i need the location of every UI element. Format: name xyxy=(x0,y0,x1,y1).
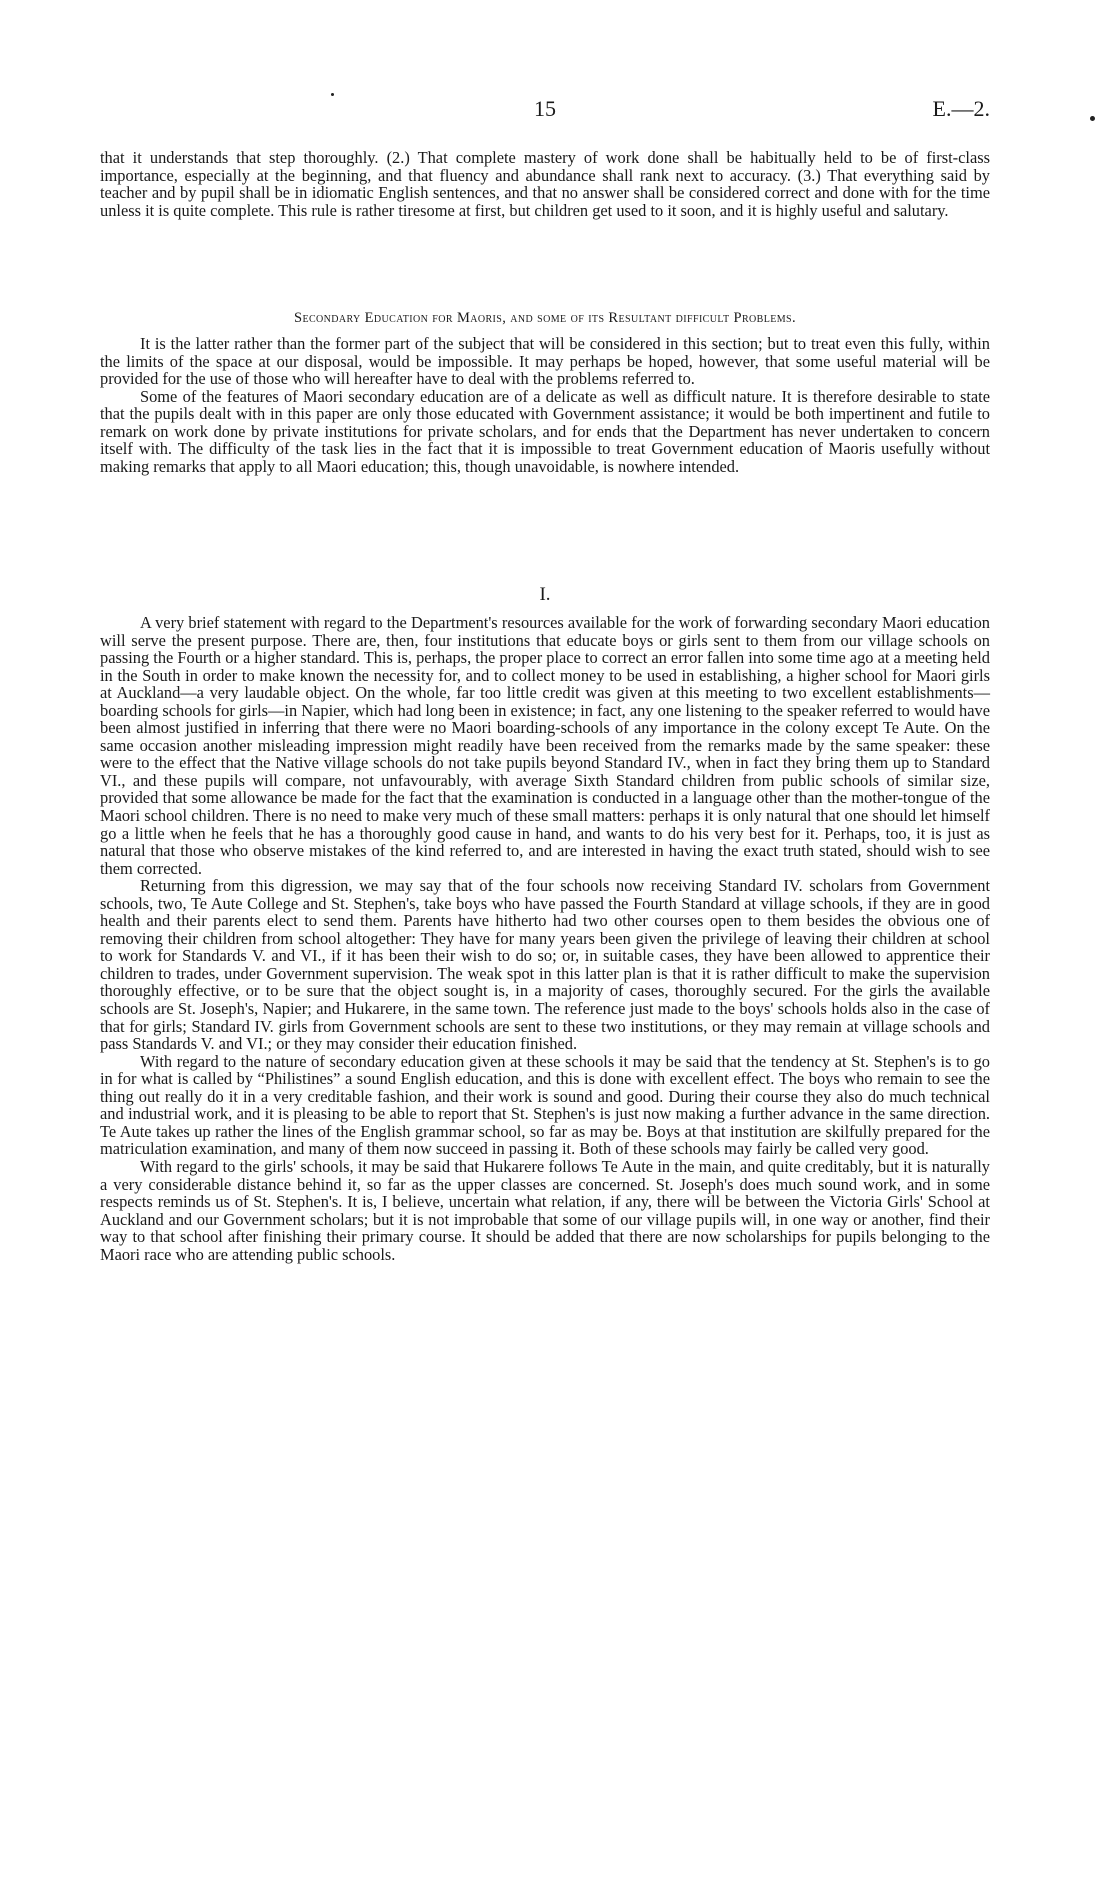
part-numeral: I. xyxy=(539,584,551,605)
intro-paragraph: that it understands that step thoroughly. (2.) That complete mastery of work done shall be habitually held to be of first-class importance, especially at the beginning, and that fluency and abundance shall rank next to accuracy. (3.) That everything said by teacher and by pupil shall be in idiomatic English sentences, and that no answer shall be considered correct and done with for the time unless it is quite complete. This rule is rather tiresome at first, but children get used to it soon, and it is highly useful and salutary. xyxy=(100,148,990,220)
speck-mark xyxy=(331,93,334,96)
speck-mark xyxy=(1090,116,1095,121)
section-paragraph: It is the latter rather than the former part of the subject that will be considered in this section; but to treat even this fully, within the limits of the space at our disposal, would be impossible. It may perhaps be hoped, however, that some useful material will be provided for the use of those who will hereafter have to deal with the problems referred to. xyxy=(100,334,990,389)
section-paragraphs xyxy=(100,335,990,475)
part-one-paragraph: Returning from this digression, we may say that of the four schools now receiving Standard IV. scholars from Government schools, two, Te Aute College and St. Stephen's, take boys who have passed the Fourth Standard at village schools, if they are in good health and their parents elect to send them. Parents have hitherto had two other courses open to them besides the obvious one of removing their children from school altogether: They have for many years been given the privilege of leaving their children at school to work for Standards V. and VI., if it has been their wish to do so; or, in suitable cases, they have been allowed to apprentice their children to trades, under Government supervision. The weak spot in this latter plan is that it is rather difficult to make the supervision thoroughly effective, or to be sure that the object sought is, in a majority of cases, thoroughly secured. For the girls the available schools are St. Joseph's, Napier; and Hukarere, in the same town. The reference just made to the boys' schools holds also in the case of that for girls; Standard IV. girls from Government schools are sent to these two institutions, or they may remain at village schools and pass Standards V. and VI.; or they may consider their education finished. xyxy=(100,876,990,1054)
page-header xyxy=(100,96,990,126)
document-reference: E.—2. xyxy=(932,96,990,121)
intro-paragraph-block xyxy=(100,149,990,219)
part-one-paragraph: With regard to the girls' schools, it may be said that Hukarere follows Te Aute in the main, and quite creditably, but it is naturally a very considerable distance behind it, so far as the upper classes are concerned. St. Joseph's does much sound work, and in some respects reminds us of St. Stephen's. It is, I believe, uncertain what relation, if any, there will be between the Victoria Girls' School at Auckland and our Government scholars; but it is not improbable that some of our village pupils will, in one way or another, find their way to that school after finishing their primary course. It should be added that there are now scholarships for pupils belonging to the Maori race who are attending public schools. xyxy=(100,1156,990,1264)
section-paragraph: Some of the features of Maori secondary education are of a delicate as well as difficult nature. It is therefore desirable to state that the pupils dealt with in this paper are only those educated with Government assistance; it would be both impertinent and futile to remark on work done by private institutions for private scholars, and for ends that the Department has never undertaken to concern itself with. The difficulty of the task lies in the fact that it is impossible to treat Government education of Maoris usefully without making remarks that apply to all Maori education; this, though unavoidable, is nowhere intended. xyxy=(100,386,990,476)
page-number: 15 xyxy=(534,96,556,121)
part-one-paragraph: With regard to the nature of secondary education given at these schools it may be said that the tendency at St. Stephen's is to go in for what is called by “Philistines” a sound English education, and this is done with excellent effect. The boys who remain to see the thing out really do it in a very creditable fashion, and their work is sound and good. During their course they also do much technical and industrial work, and it is pleasing to be able to report that St. Stephen's is just now making a further advance in the same direction. Te Aute takes up rather the lines of the English grammar school, so far as may be. Boys at that institution are skilfully prepared for the matriculation examination, and many of them now succeed in passing it. Both of these schools may fairly be called very good. xyxy=(100,1051,990,1159)
part-one-paragraphs xyxy=(100,614,990,1263)
part-one-paragraph: A very brief statement with regard to the Department's resources available for the work of forwarding secondary Maori education will serve the present purpose. There are, then, four institutions that educate boys or girls sent to them from our village schools on passing the Fourth or a higher standard. This is, perhaps, the proper place to correct an error fallen into some time ago at a meeting held in the South in order to make known the necessity for, and to collect money to be used in establishing, a higher school for Maori girls at Auckland—a very laudable object. On the whole, far too little credit was given at this meeting to two excellent establishments—boarding schools for girls—in Napier, which had long been in existence; in fact, any one listening to the speaker referred to would have been almost justified in inferring that there were no Maori boarding-schools of any importance in the colony except Te Aute. On the same occasion another misleading impression might readily have been received from the remarks made by the same speaker: these were to the effect that the Native village schools do not take pupils beyond Standard IV., when in fact they bring them up to Standard VI., and these pupils will compare, not unfavourably, with average Sixth Standard children from public schools of similar size, provided that some allowance be made for the fact that the examination is conducted in a language other than the mother-tongue of the Maori school children. There is no need to make very much of these small matters: perhaps it is only natural that one should let himself go a little when he feels that he has a thoroughly good cause in hand, and wants to do his very best for it. Perhaps, too, it is just as natural that those who observe mistakes of the kind referred to, and are interested in having the exact truth stated, should wish to see them corrected. xyxy=(100,613,990,878)
section-heading: Secondary Education for Maoris, and some of its Resultant difficult Problems. xyxy=(293,310,797,326)
